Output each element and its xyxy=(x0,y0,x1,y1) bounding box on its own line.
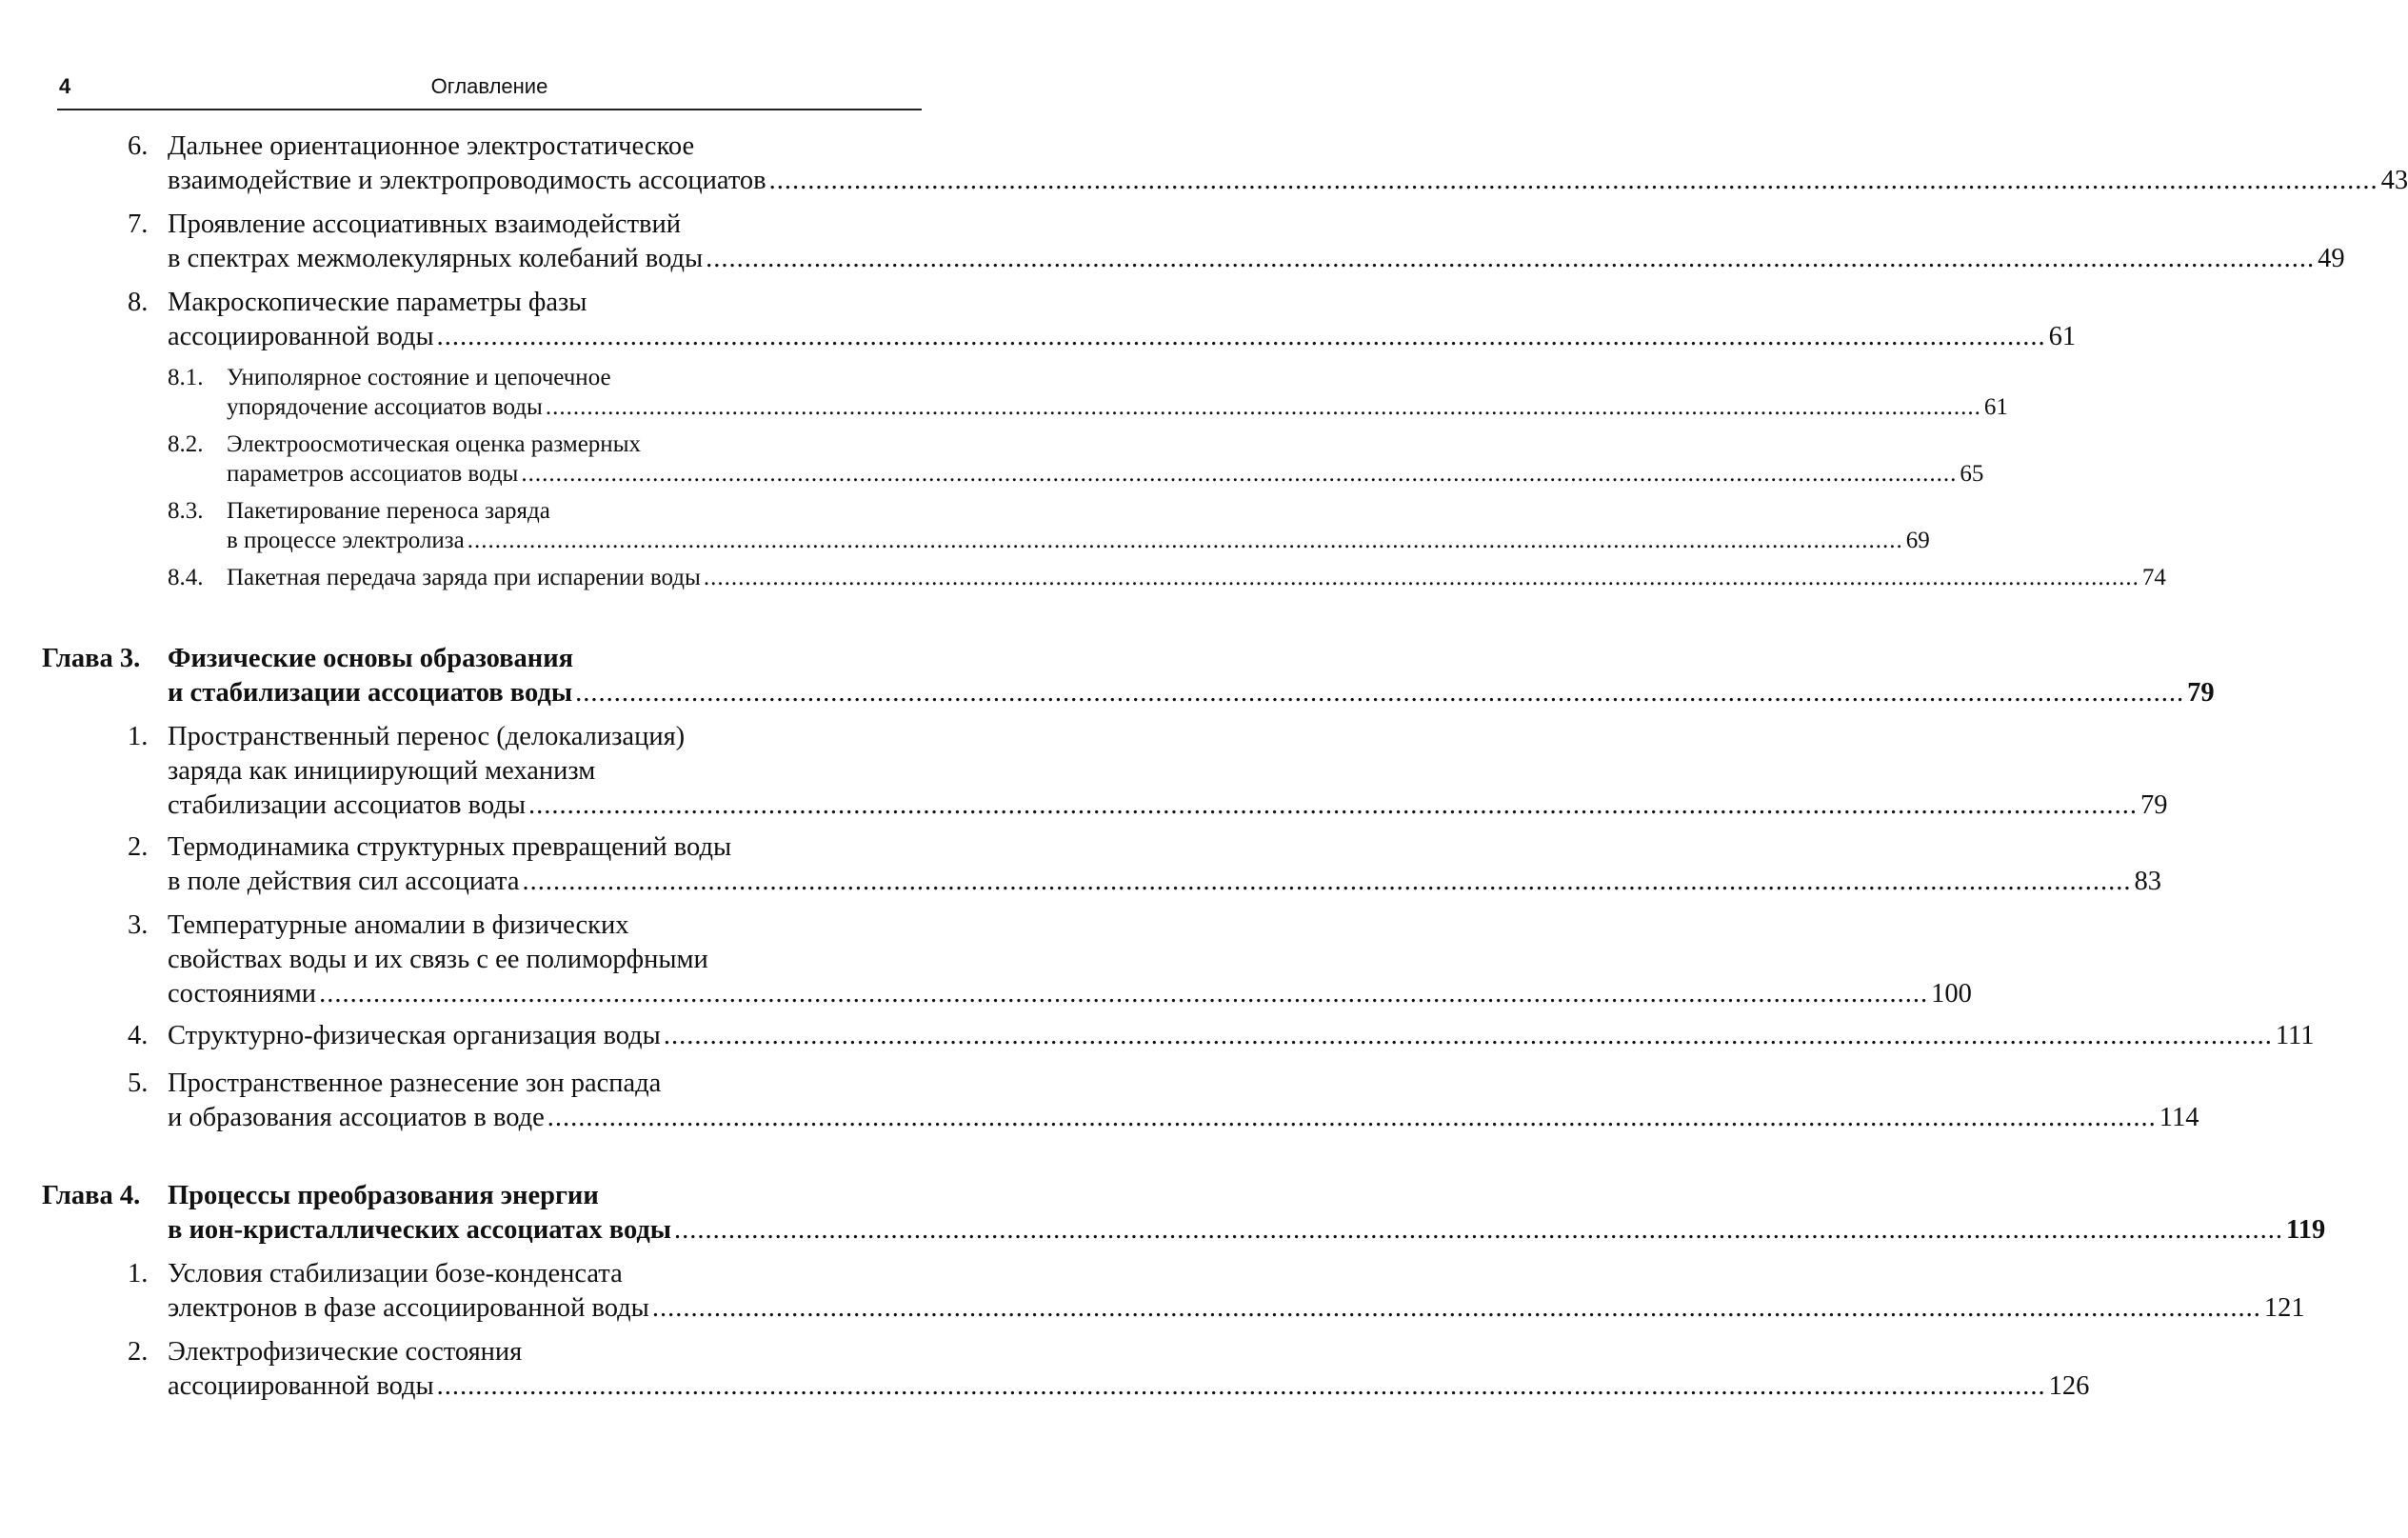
entry-title-line: Температурные аномалии в физических xyxy=(168,910,629,940)
dot-leader: ................................................................................................................................................................................................................ xyxy=(522,867,2132,896)
entry-page-number: 114 xyxy=(2159,1103,2199,1132)
entry-page-number: 74 xyxy=(2141,565,2166,590)
entry-number: 1. xyxy=(128,1259,149,1288)
page-header xyxy=(57,72,922,110)
dot-leader: ................................................................................................................................................................................................................ xyxy=(663,1021,2273,1050)
entry-page-number: 79 xyxy=(2139,790,2168,820)
entry-page-number: 69 xyxy=(1905,528,1930,553)
entry-title-line: свойствах воды и их связь с ее полиморфными xyxy=(168,945,708,974)
dot-leader: ................................................................................................................................................................................................................ xyxy=(436,322,2046,351)
dot-leader: ................................................................................................................................................................................................................ xyxy=(706,244,2316,273)
toc-chapter-3[interactable] xyxy=(42,642,2215,710)
entry-title-line: параметров ассоциатов воды xyxy=(227,461,519,487)
toc-entry-8-4[interactable] xyxy=(168,563,2166,592)
entry-title-line: в процессе электролиза xyxy=(227,528,465,553)
entry-title-line: ассоциированной воды xyxy=(168,1371,434,1401)
entry-page-number: 79 xyxy=(2187,678,2215,708)
entry-title-line: состояниями xyxy=(168,979,317,1009)
entry-title-line: упорядочение ассоциатов воды xyxy=(227,394,543,420)
dot-leader: ................................................................................................................................................................................................................ xyxy=(575,678,2185,708)
entry-title-line: в поле действия сил ассоциата xyxy=(168,867,520,896)
entry-number: 8. xyxy=(128,288,149,317)
entry-title-line: Структурно-физическая организация воды xyxy=(168,1021,661,1050)
entry-number: 8.3. xyxy=(168,498,204,524)
entry-title-line: и образования ассоциатов в воде xyxy=(168,1103,545,1132)
entry-number: 6. xyxy=(128,131,149,161)
dot-leader: ................................................................................................................................................................................................................ xyxy=(467,528,1903,553)
dot-leader: ................................................................................................................................................................................................................ xyxy=(521,461,1958,487)
entry-title-line: Физические основы образования xyxy=(168,644,574,673)
entry-page-number: 49 xyxy=(2318,244,2345,273)
entry-page-number: 61 xyxy=(1983,394,2008,420)
entry-title-line: в спектрах межмолекулярных колебаний воды xyxy=(168,244,704,273)
entry-number: 8.4. xyxy=(168,565,204,590)
entry-title-line: заряда как инициирующий механизм xyxy=(168,756,596,786)
entry-title-line: Пакетная передача заряда при испарении воды xyxy=(227,565,701,590)
running-title: Оглавление xyxy=(430,74,548,98)
entry-title-line: Электроосмотическая оценка размерных xyxy=(227,431,641,457)
entry-title-line: Процессы преобразования энергии xyxy=(168,1181,599,1210)
toc-entry-ch3-1[interactable] xyxy=(128,720,2168,823)
entry-title-line: Униполярное состояние и цепочечное xyxy=(227,365,611,390)
entry-title-line: взаимодействие и электропроводимость ассоциатов xyxy=(168,166,766,195)
dot-leader: ................................................................................................................................................................................................................ xyxy=(768,166,2378,195)
entry-title-line: Пакетирование переноса заряда xyxy=(227,498,550,524)
toc-entry-8[interactable] xyxy=(128,286,2077,354)
entry-page-number: 121 xyxy=(2263,1293,2305,1323)
entry-number: 8.1. xyxy=(168,365,204,390)
entry-title-line: и стабилизации ассоциатов воды xyxy=(168,678,573,708)
entry-title-line: Термодинамика структурных превращений воды xyxy=(168,832,732,862)
toc-chapter-4[interactable] xyxy=(42,1179,2326,1248)
chapter-label: Глава 4. xyxy=(42,1181,141,1210)
entry-title-line: Дальнее ориентационное электростатическое xyxy=(168,131,695,161)
entry-title-line: Проявление ассоциативных взаимодействий xyxy=(168,210,681,239)
entry-number: 2. xyxy=(128,1337,149,1367)
entry-number: 4. xyxy=(128,1021,149,1050)
dot-leader: ................................................................................................................................................................................................................ xyxy=(545,394,1981,420)
entry-number: 3. xyxy=(128,910,149,940)
toc-entry-ch4-1[interactable] xyxy=(128,1257,2305,1326)
toc-entry-ch4-2[interactable] xyxy=(128,1335,2090,1404)
toc-entry-ch3-5[interactable] xyxy=(128,1067,2199,1135)
entry-page-number: 119 xyxy=(2286,1215,2326,1245)
entry-number: 1. xyxy=(128,722,149,751)
entry-page-number: 100 xyxy=(1931,979,1972,1009)
entry-title-line: Электрофизические состояния xyxy=(168,1337,523,1367)
dot-leader: ................................................................................................................................................................................................................ xyxy=(651,1293,2261,1323)
toc-entry-ch3-3[interactable] xyxy=(128,909,1972,1011)
entry-title-line: Макроскопические параметры фазы xyxy=(168,288,587,317)
dot-leader: ................................................................................................................................................................................................................ xyxy=(703,565,2139,590)
entry-title-line: в ион-кристаллических ассоциатах воды xyxy=(168,1215,672,1245)
entry-title-line: электронов в фазе ассоциированной воды xyxy=(168,1293,649,1323)
toc-entry-ch3-4[interactable] xyxy=(128,1019,2315,1053)
toc-entry-7[interactable] xyxy=(128,208,2345,276)
toc-entry-ch3-2[interactable] xyxy=(128,830,2161,899)
entry-page-number: 65 xyxy=(1960,461,1984,487)
entry-number: 8.2. xyxy=(168,431,204,457)
chapter-label: Глава 3. xyxy=(42,644,141,673)
entry-title-line: Пространственный перенос (делокализация) xyxy=(168,722,686,751)
entry-title-line: ассоциированной воды xyxy=(168,322,434,351)
dot-leader: ................................................................................................................................................................................................................ xyxy=(527,790,2138,820)
dot-leader: ................................................................................................................................................................................................................ xyxy=(547,1103,2157,1132)
entry-title-line: Пространственное разнесение зон распада xyxy=(168,1069,662,1098)
toc-entry-8-2[interactable] xyxy=(168,429,1984,489)
entry-number: 7. xyxy=(128,210,149,239)
entry-page-number: 111 xyxy=(2275,1021,2315,1050)
toc-entry-6[interactable] xyxy=(128,130,2408,198)
toc-entry-8-1[interactable] xyxy=(168,363,2008,422)
entry-page-number: 126 xyxy=(2048,1371,2090,1401)
dot-leader: ................................................................................................................................................................................................................ xyxy=(674,1215,2284,1245)
entry-page-number: 83 xyxy=(2134,867,2161,896)
dot-leader: ................................................................................................................................................................................................................ xyxy=(319,979,1929,1009)
entry-page-number: 61 xyxy=(2048,322,2077,351)
entry-title-line: Условия стабилизации бозе-конденсата xyxy=(168,1259,623,1288)
toc-entry-8-3[interactable] xyxy=(168,496,1930,555)
dot-leader: ................................................................................................................................................................................................................ xyxy=(436,1371,2046,1401)
entry-page-number: 43 xyxy=(2380,166,2408,195)
page-number: 4 xyxy=(59,74,71,98)
entry-number: 2. xyxy=(128,832,149,862)
entry-number: 5. xyxy=(128,1069,149,1098)
entry-title-line: стабилизации ассоциатов воды xyxy=(168,790,526,820)
